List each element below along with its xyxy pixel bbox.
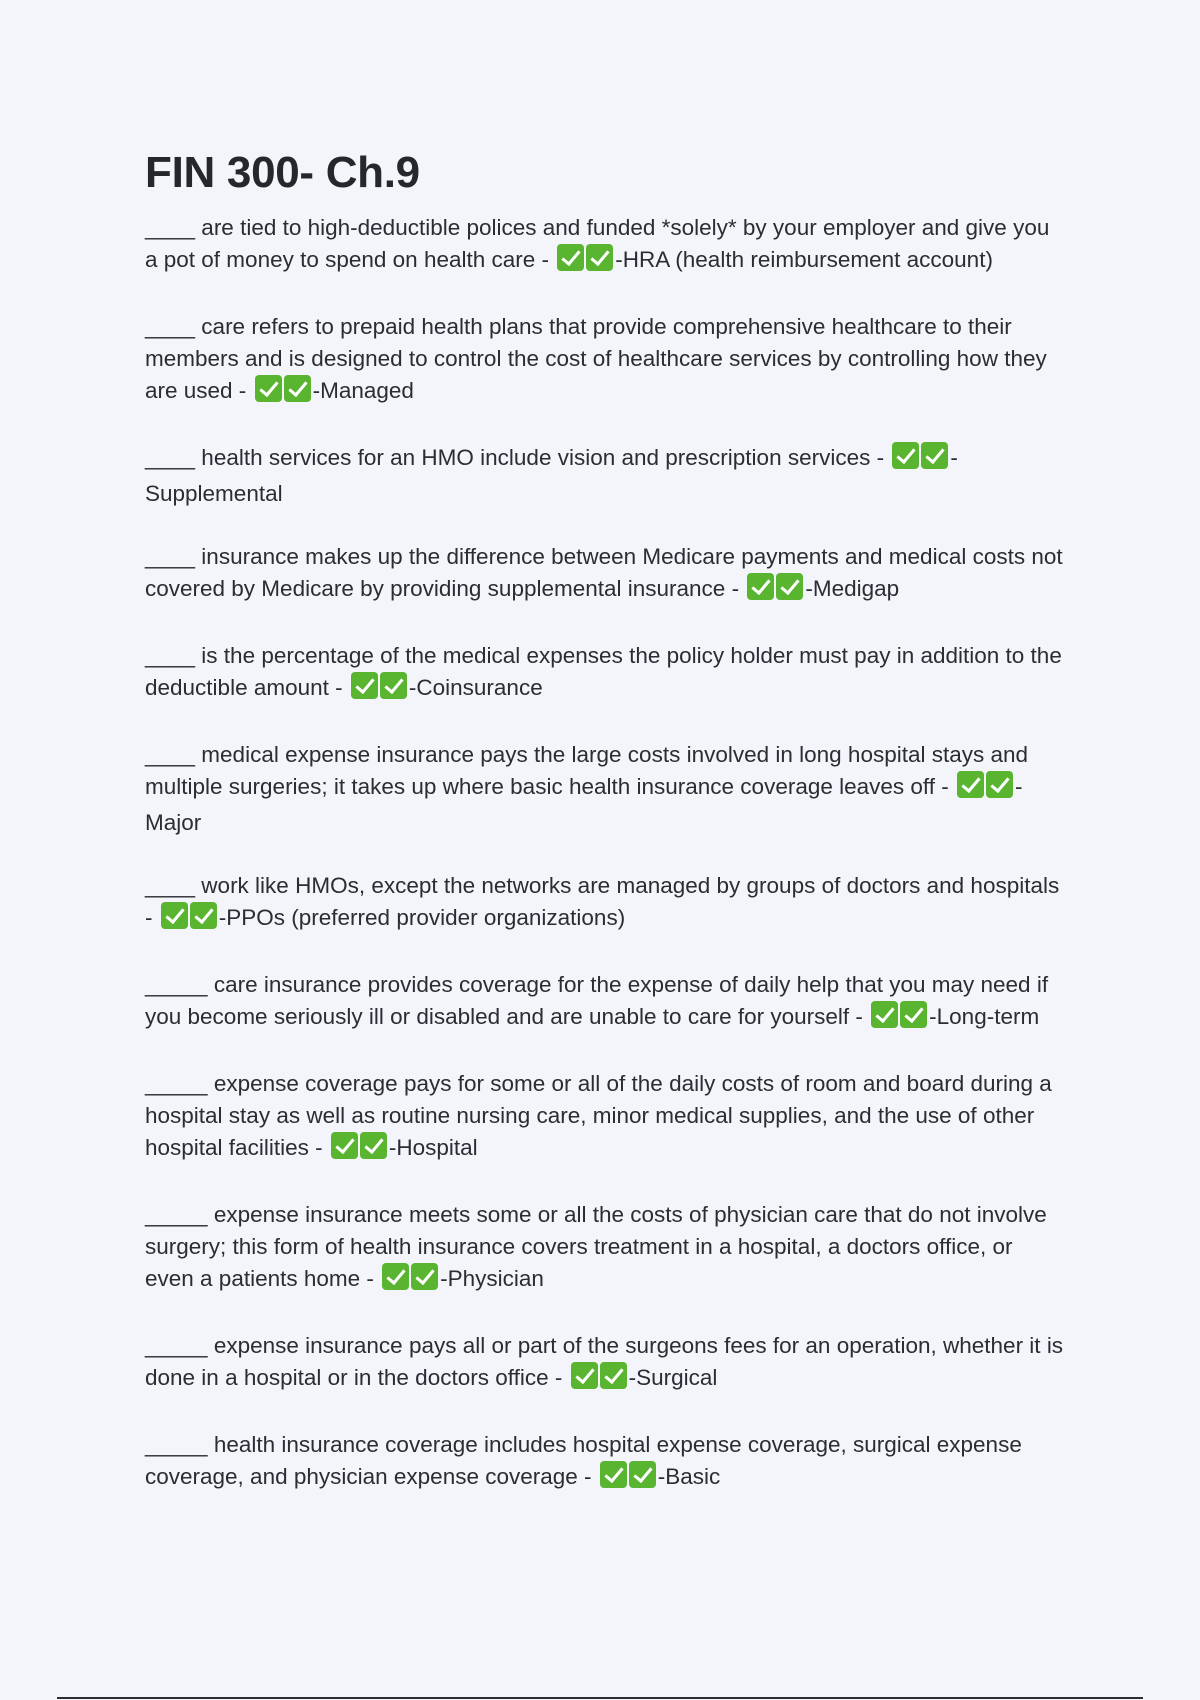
answer-text: -Hospital xyxy=(388,1135,478,1160)
check-mark-icon xyxy=(284,375,311,402)
question-text: ____ health services for an HMO include vision and prescription services - xyxy=(145,445,885,470)
answer-text: -Medigap xyxy=(805,576,900,601)
answer-text: -PPOs (preferred provider organizations) xyxy=(218,905,626,930)
flashcard-item xyxy=(145,442,1065,510)
double-check-icon xyxy=(600,1461,658,1497)
flashcard-item xyxy=(145,1429,1065,1497)
check-mark-icon xyxy=(921,442,948,469)
check-mark-icon xyxy=(986,771,1013,798)
double-check-icon xyxy=(255,375,313,411)
footer-divider xyxy=(57,1697,1143,1699)
check-mark-icon xyxy=(360,1132,387,1159)
flashcard-item xyxy=(145,311,1065,411)
double-check-icon xyxy=(892,442,950,478)
flashcard-item xyxy=(145,541,1065,609)
question-text: ____ is the percentage of the medical expenses the policy holder must pay in addition to the deductible amount - xyxy=(145,643,1062,700)
answer-text: -Physician xyxy=(440,1266,544,1291)
question-text: _____ expense insurance pays all or part of the surgeons fees for an operation, whether it is done in a hospital or in the doctors office - xyxy=(145,1333,1064,1390)
double-check-icon xyxy=(957,771,1015,807)
check-mark-icon xyxy=(382,1263,409,1290)
question-text: _____ expense insurance meets some or all the costs of physician care that do not involve surgery; this form of health insurance covers treatment in a hospital, a doctors office, or even a patients home - xyxy=(145,1202,1047,1291)
check-mark-icon xyxy=(900,1001,927,1028)
answer-text: -Major xyxy=(145,774,1023,835)
check-mark-icon xyxy=(600,1461,627,1488)
answer-text: -Basic xyxy=(657,1464,721,1489)
question-text: ____ medical expense insurance pays the large costs involved in long hospital stays and multiple surgeries; it takes up where basic health insurance coverage leaves off - xyxy=(145,742,1029,799)
question-text: ____ care refers to prepaid health plans that provide comprehensive healthcare to their members and is designed to control the cost of healthcare services by controlling how they are used - xyxy=(145,314,1047,403)
question-text: _____ expense coverage pays for some or all of the daily costs of room and board during a hospital stay as well as routine nursing care, minor medical supplies, and the use of other hospital facilities - xyxy=(145,1071,1052,1160)
flashcard-item xyxy=(145,212,1065,280)
answer-text: -HRA (health reimbursement account) xyxy=(615,247,993,272)
flashcard-item xyxy=(145,1068,1065,1168)
check-mark-icon xyxy=(600,1362,627,1389)
check-mark-icon xyxy=(892,442,919,469)
check-mark-icon xyxy=(557,244,584,271)
flashcard-item xyxy=(145,1199,1065,1299)
check-mark-icon xyxy=(776,573,803,600)
check-mark-icon xyxy=(380,672,407,699)
check-mark-icon xyxy=(190,902,217,929)
double-check-icon xyxy=(871,1001,929,1037)
check-mark-icon xyxy=(255,375,282,402)
question-text: ____ insurance makes up the difference between Medicare payments and medical costs not covered by Medicare by providing supplemental insurance - xyxy=(145,544,1063,601)
double-check-icon xyxy=(571,1362,629,1398)
check-mark-icon xyxy=(747,573,774,600)
check-mark-icon xyxy=(871,1001,898,1028)
check-mark-icon xyxy=(411,1263,438,1290)
check-mark-icon xyxy=(586,244,613,271)
flashcard-item xyxy=(145,739,1065,839)
answer-text: -Long-term xyxy=(929,1004,1040,1029)
check-mark-icon xyxy=(161,902,188,929)
answer-text: -Coinsurance xyxy=(408,675,543,700)
answer-text: -Supplemental xyxy=(145,445,958,506)
check-mark-icon xyxy=(351,672,378,699)
document-page xyxy=(145,140,1065,1528)
double-check-icon xyxy=(747,573,805,609)
question-text: ____ are tied to high-deductible polices and funded *solely* by your employer and give you a pot of money to spend on health care - xyxy=(145,215,1050,272)
flashcard-item xyxy=(145,870,1065,938)
answer-text: -Managed xyxy=(312,378,414,403)
flashcard-item xyxy=(145,1330,1065,1398)
double-check-icon xyxy=(161,902,219,938)
flashcard-list xyxy=(145,212,1065,1497)
flashcard-item xyxy=(145,640,1065,708)
double-check-icon xyxy=(382,1263,440,1299)
flashcard-item xyxy=(145,969,1065,1037)
double-check-icon xyxy=(351,672,409,708)
check-mark-icon xyxy=(629,1461,656,1488)
check-mark-icon xyxy=(331,1132,358,1159)
question-text: _____ care insurance provides coverage for the expense of daily help that you may need if you become seriously ill or disabled and are unable to care for yourself - xyxy=(145,972,1049,1029)
page-title: FIN 300- Ch.9 xyxy=(145,148,420,197)
question-text: ____ work like HMOs, except the networks are managed by groups of doctors and hospitals - xyxy=(145,873,1060,930)
question-text: _____ health insurance coverage includes hospital expense coverage, surgical expense coverage, and physician expense coverage - xyxy=(145,1432,1022,1489)
check-mark-icon xyxy=(571,1362,598,1389)
double-check-icon xyxy=(557,244,615,280)
answer-text: -Surgical xyxy=(628,1365,718,1390)
double-check-icon xyxy=(331,1132,389,1168)
check-mark-icon xyxy=(957,771,984,798)
